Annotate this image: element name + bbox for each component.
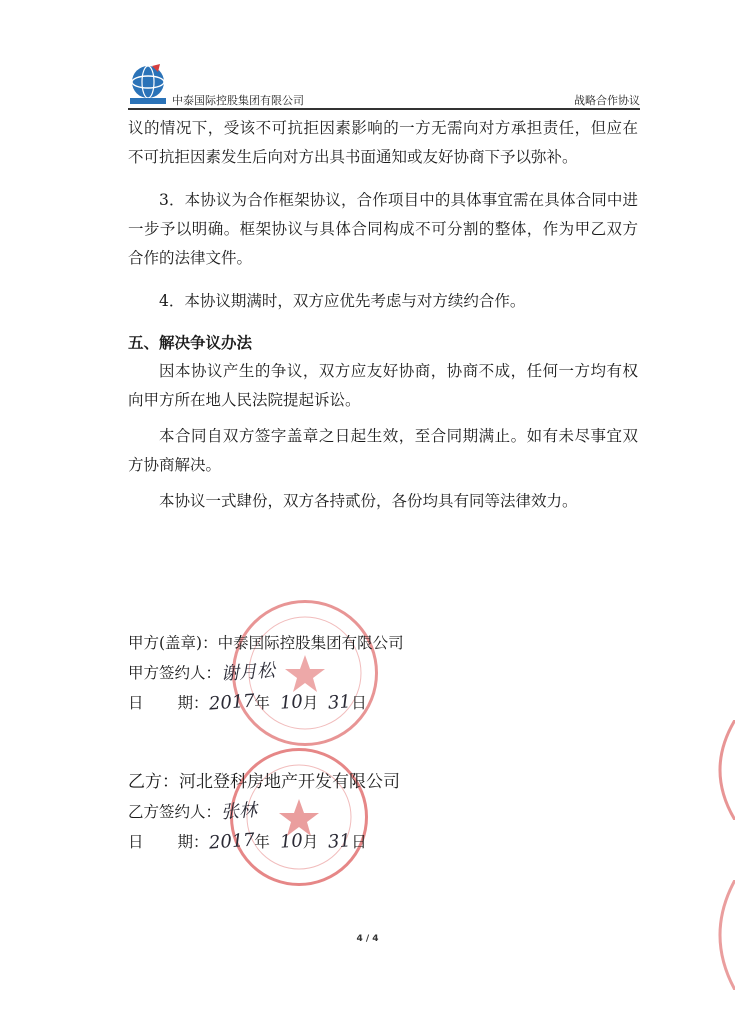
paragraph-clause-4: 4．本协议期满时，双方应优先考虑与对方续约合作。	[159, 292, 526, 310]
party-b-date-day-unit: 日	[351, 833, 367, 851]
section-heading-dispute: 五、解决争议办法	[128, 333, 253, 352]
party-b-date-month-unit: 月	[302, 833, 319, 851]
party-a-name: 中泰国际控股集团有限公司	[217, 634, 404, 652]
globe-logo-icon	[128, 62, 170, 106]
party-a-date-day-unit: 日	[351, 694, 367, 712]
party-a-date-year-unit: 年	[254, 694, 270, 712]
party-a-date-label-1: 日	[128, 694, 144, 712]
party-a-date-day: 31	[327, 691, 352, 714]
paragraph-copies: 本协议一式肆份，双方各持贰份，各份均具有同等法律效力。	[159, 492, 578, 510]
paragraph-effective: 本合同自双方签字盖章之日起生效，至合同期满止。如有未尽事宜双方协商解决。	[128, 427, 638, 474]
party-b-signer-row	[128, 797, 548, 827]
paragraph-clause-3: 3．本协议为合作框架协议，合作项目中的具体事宜需在具体合同中进一步予以明确。框架协议与具体合同构成不可分割的整体，作为甲乙双方合作的法律文件。	[128, 191, 638, 267]
party-b-handwritten-signature: 张林	[220, 799, 258, 824]
page-number: 4 / 4	[356, 934, 379, 944]
header-document-type: 战略合作协议	[574, 94, 640, 107]
party-b-date-row	[128, 827, 548, 857]
party-a-signer-row	[128, 658, 548, 688]
party-a-date-month: 10	[279, 691, 304, 714]
agreement-body	[128, 114, 638, 516]
party-b-signature-block	[128, 767, 548, 857]
party-b-date-day: 31	[327, 830, 352, 853]
party-b-seal-label: 乙方：	[128, 772, 179, 792]
paragraph-dispute: 因本协议产生的争议，双方应友好协商，协商不成，任何一方均有权向甲方所在地人民法院提起诉讼。	[128, 362, 638, 409]
party-b-date-label-1: 日	[128, 833, 144, 851]
header-divider	[128, 108, 640, 110]
party-a-date-label-2: 期：	[177, 694, 209, 712]
edge-seal-fragment-top	[705, 720, 735, 820]
party-a-name-row	[128, 628, 548, 658]
party-a-signer-label: 甲方签约人：	[128, 664, 222, 682]
party-a-signature-block	[128, 628, 548, 718]
header-company-name: 中泰国际控股集团有限公司	[172, 94, 304, 107]
party-b-date-year: 2017	[207, 829, 255, 854]
party-b-date-year-unit: 年	[254, 833, 270, 851]
party-b-name-row	[128, 767, 548, 797]
party-a-date-month-unit: 月	[302, 694, 319, 712]
party-a-seal-label: 甲方(盖章)：	[128, 634, 218, 652]
party-b-date-label-2: 期：	[177, 833, 209, 851]
party-a-date-year: 2017	[207, 690, 255, 715]
paragraph-force-majeure: 议的情况下，受该不可抗拒因素影响的一方无需向对方承担责任，但应在不可抗拒因素发生后向对方出具书面通知或友好协商下予以弥补。	[128, 119, 638, 166]
party-b-name: 河北登科房地产开发有限公司	[179, 772, 400, 792]
page-header	[128, 62, 640, 110]
party-a-handwritten-signature: 谢月松	[220, 660, 276, 685]
party-b-signer-label: 乙方签约人：	[128, 803, 222, 821]
party-a-date-row	[128, 688, 548, 718]
party-b-date-month: 10	[279, 830, 304, 853]
